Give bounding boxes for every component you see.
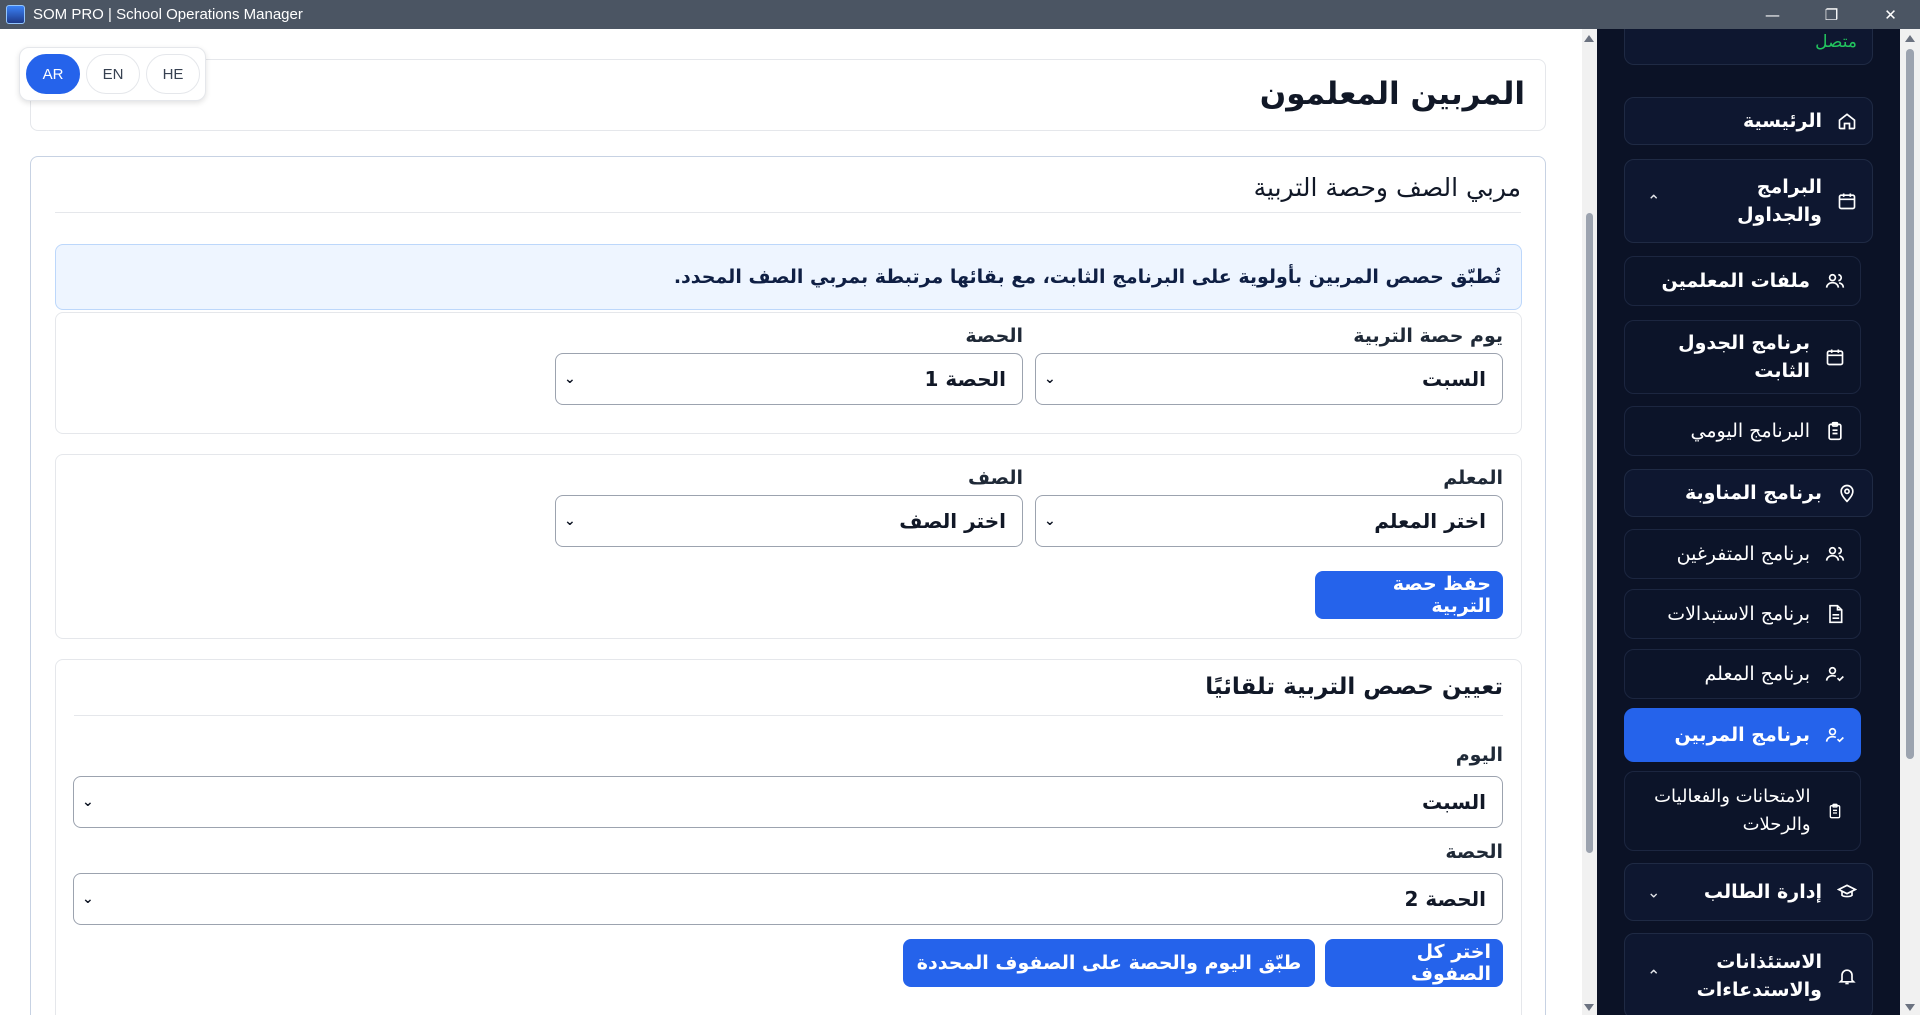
sidebar-item-label: الاستئذانات والاستدعاءات	[1696, 951, 1822, 1001]
apply-day-period-button[interactable]: طبّق اليوم والحصة على الصفوف المحددة	[903, 939, 1315, 987]
file-icon	[1824, 603, 1846, 625]
period-select-value: الحصة 1	[924, 367, 1006, 391]
lang-en-button[interactable]: EN	[86, 54, 140, 94]
select-all-classes-button[interactable]: اختر كل الصفوف	[1325, 939, 1503, 987]
sidebar-item-home[interactable]	[1624, 97, 1873, 145]
calendar-icon	[1836, 190, 1858, 212]
lang-ar-button[interactable]: AR	[26, 54, 80, 94]
close-button[interactable]: ✕	[1884, 5, 1897, 24]
sidebar-item-label: برنامج المعلم	[1704, 663, 1810, 685]
class-select-value: اختر الصف	[899, 509, 1006, 533]
sidebar-item-label: برنامج المتفرغين	[1676, 543, 1810, 565]
users-icon	[1824, 543, 1846, 565]
chevron-down-icon: ⌄	[1044, 371, 1056, 387]
auto-day-select[interactable]	[73, 776, 1503, 828]
app-logo-icon	[6, 5, 25, 24]
sidebar-item-label: برنامج الاستبدالات	[1667, 603, 1810, 625]
user-check-icon	[1824, 663, 1846, 685]
day-label: يوم حصة التربية	[1353, 325, 1503, 347]
sidebar-item-schedules[interactable]	[1624, 159, 1873, 243]
sidebar-scrollbar[interactable]	[1900, 29, 1920, 1015]
day-select[interactable]	[1035, 353, 1503, 405]
sidebar-item-label: برنامج المناوبة	[1684, 482, 1822, 504]
sidebar-item-fixed-schedule[interactable]	[1624, 320, 1861, 394]
language-switcher	[19, 47, 206, 101]
sidebar-item-label: برنامج المربين	[1674, 724, 1810, 746]
info-text: تُطبّق حصص المربين بأولوية على البرنامج الثابت، مع بقائها مرتبطة بمربي الصف المحدد.	[673, 266, 1501, 288]
chevron-up-icon: ⌃	[1647, 966, 1661, 986]
main-scrollbar[interactable]	[1582, 29, 1597, 1015]
sidebar-item-label: الامتحانات والفعاليات والرحلات	[1654, 786, 1811, 835]
sidebar-item-label: برنامج الجدول الثابت	[1678, 332, 1810, 382]
home-icon	[1836, 110, 1858, 132]
save-homeroom-button[interactable]: حفظ حصة التربية	[1315, 571, 1503, 619]
period-label: الحصة	[965, 325, 1023, 347]
homeroom-day-card	[55, 312, 1522, 434]
teacher-select-value: اختر المعلم	[1374, 509, 1486, 533]
sidebar-item-label: ملفات المعلمين	[1661, 270, 1810, 292]
period-select[interactable]	[555, 353, 1023, 405]
sidebar-item-teacher-schedule[interactable]	[1624, 649, 1861, 699]
chevron-down-icon: ⌄	[564, 513, 576, 529]
chevron-down-icon: ⌄	[564, 371, 576, 387]
sidebar-item-label: الرئيسية	[1743, 110, 1822, 132]
class-label: الصف	[968, 467, 1023, 489]
sidebar-item-duty-schedule[interactable]	[1624, 469, 1873, 517]
sidebar-item-label: البرامج والجداول	[1737, 176, 1822, 226]
graduation-cap-icon	[1836, 881, 1858, 903]
sidebar-item-teacher-files[interactable]	[1624, 256, 1861, 306]
auto-period-select[interactable]	[73, 873, 1503, 925]
scroll-thumb[interactable]	[1586, 213, 1593, 853]
clipboard-icon	[1824, 420, 1846, 442]
scroll-down-arrow-icon[interactable]	[1905, 1004, 1915, 1011]
sidebar-item-permissions[interactable]	[1624, 933, 1873, 1015]
restore-button[interactable]: ❐	[1824, 5, 1839, 24]
auto-day-value: السبت	[1421, 790, 1486, 814]
sidebar-item-homeroom-schedule[interactable]	[1624, 708, 1861, 762]
chevron-down-icon: ⌄	[1647, 882, 1661, 902]
assign-teacher-card	[55, 454, 1522, 639]
info-banner	[55, 244, 1522, 310]
bell-icon	[1836, 965, 1858, 987]
teacher-select[interactable]	[1035, 495, 1503, 547]
section-title: مربي الصف وحصة التربية	[1253, 173, 1521, 202]
sidebar	[1597, 29, 1900, 1015]
scroll-thumb[interactable]	[1906, 49, 1914, 759]
day-select-value: السبت	[1421, 367, 1486, 391]
chevron-down-icon: ⌄	[82, 891, 94, 907]
auto-period-value: الحصة 2	[1404, 887, 1486, 911]
sidebar-item-free-teachers[interactable]	[1624, 529, 1861, 579]
chevron-down-icon: ⌄	[1044, 513, 1056, 529]
chevron-up-icon: ⌃	[1647, 191, 1661, 211]
scroll-up-arrow-icon[interactable]	[1584, 35, 1594, 42]
window-titlebar	[0, 0, 1920, 29]
sidebar-item-substitutions[interactable]	[1624, 589, 1861, 639]
auto-day-label: اليوم	[1455, 744, 1503, 766]
main-content	[0, 29, 1582, 1015]
page-title: المربين المعلمون	[1259, 76, 1525, 112]
teacher-label: المعلم	[1443, 467, 1503, 489]
sidebar-item-label: البرنامج اليومي	[1690, 420, 1810, 442]
divider	[55, 212, 1521, 213]
auto-period-label: الحصة	[1445, 841, 1503, 863]
divider	[74, 715, 1503, 716]
calendar-icon	[1824, 346, 1846, 368]
auto-assign-title: تعيين حصص التربية تلقائيًا	[1205, 674, 1503, 700]
sidebar-item-exams-events[interactable]	[1624, 771, 1861, 851]
lang-he-button[interactable]: HE	[146, 54, 200, 94]
connection-status: متصل	[1624, 29, 1873, 65]
clipboard-icon	[1825, 800, 1846, 822]
sidebar-item-student-management[interactable]	[1624, 863, 1873, 921]
chevron-down-icon: ⌄	[82, 794, 94, 810]
class-select[interactable]	[555, 495, 1023, 547]
sidebar-item-label: إدارة الطالب	[1703, 881, 1822, 903]
map-pin-icon	[1836, 482, 1858, 504]
user-check-icon	[1824, 724, 1846, 746]
page-header	[30, 59, 1546, 131]
auto-assign-card	[55, 659, 1522, 1015]
window-title: SOM PRO | School Operations Manager	[33, 6, 303, 23]
scroll-up-arrow-icon[interactable]	[1905, 35, 1915, 42]
users-icon	[1824, 270, 1846, 292]
sidebar-item-daily-schedule[interactable]	[1624, 406, 1861, 456]
scroll-down-arrow-icon[interactable]	[1584, 1004, 1594, 1011]
minimize-button[interactable]: —	[1765, 5, 1780, 24]
